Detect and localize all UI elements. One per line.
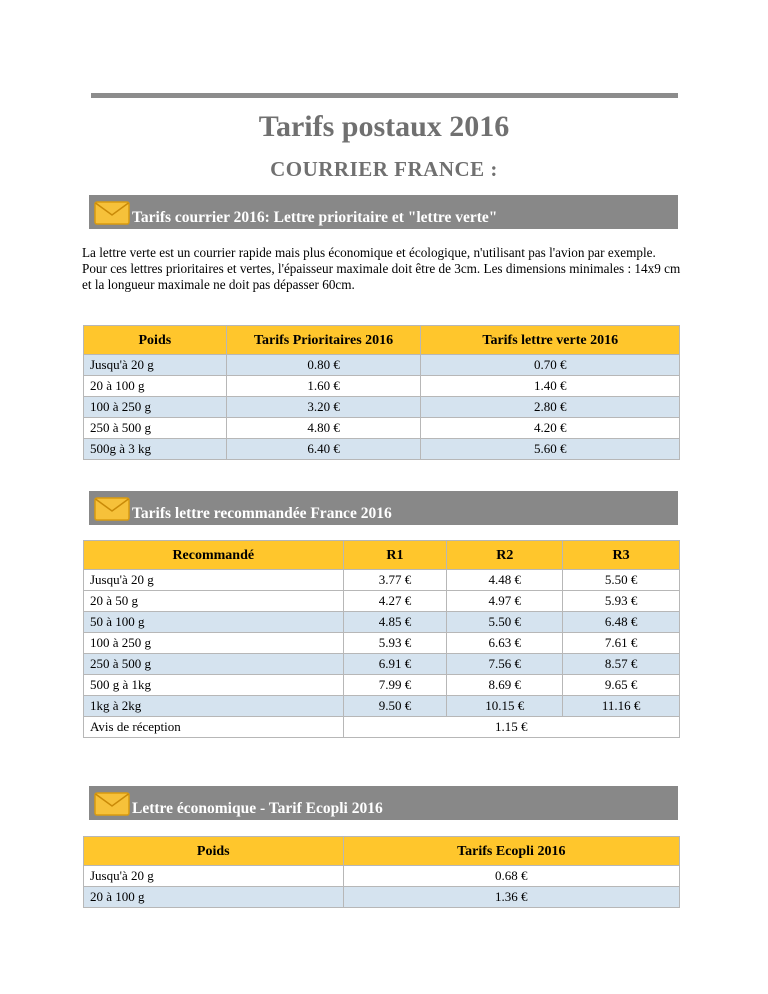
cell: 20 à 100 g (84, 376, 227, 397)
page-title: Tarifs postaux 2016 (258, 110, 510, 143)
table-row (84, 570, 680, 591)
cell: 5.60 € (421, 439, 680, 460)
table-row (84, 654, 680, 675)
cell: 6.40 € (226, 439, 421, 460)
cell: 7.61 € (563, 633, 680, 654)
cell: 4.85 € (343, 612, 447, 633)
section-bar-recommandee (89, 491, 678, 525)
cell: 20 à 100 g (84, 887, 344, 908)
column-header: Poids (84, 837, 344, 866)
column-header: R1 (343, 541, 447, 570)
cell: 250 à 500 g (84, 654, 344, 675)
cell: 1.15 € (343, 717, 679, 738)
table-row (84, 376, 680, 397)
cell: 8.57 € (563, 654, 680, 675)
cell: 0.70 € (421, 355, 680, 376)
cell: 1.36 € (343, 887, 679, 908)
table-header-row (84, 837, 680, 866)
table-row (84, 439, 680, 460)
cell: 10.15 € (447, 696, 563, 717)
table-prioritaire (83, 325, 680, 460)
table-header-row (84, 541, 680, 570)
column-header: Tarifs Prioritaires 2016 (226, 326, 421, 355)
intro-paragraph: Pour ces lettres prioritaires et vertes, l'épaisseur maximale doit être de 3cm. Les dimensions minimales : 14x9 cm et la longueur maximale ne doit pas dépasser 60cm. (82, 261, 681, 292)
column-header: Recommandé (84, 541, 344, 570)
cell: 8.69 € (447, 675, 563, 696)
table-row (84, 717, 680, 738)
cell: 4.97 € (447, 591, 563, 612)
section-bar-ecopli (89, 786, 678, 820)
cell: 9.50 € (343, 696, 447, 717)
cell: Jusqu'à 20 g (84, 355, 227, 376)
cell: 100 à 250 g (84, 633, 344, 654)
page-subtitle: COURRIER FRANCE : (270, 157, 498, 181)
cell: 7.99 € (343, 675, 447, 696)
intro-text (82, 245, 682, 293)
cell: 3.20 € (226, 397, 421, 418)
cell: 4.20 € (421, 418, 680, 439)
cell: 5.50 € (447, 612, 563, 633)
cell: Avis de réception (84, 717, 344, 738)
cell: 250 à 500 g (84, 418, 227, 439)
table-row (84, 887, 680, 908)
table-row (84, 418, 680, 439)
cell: 5.93 € (563, 591, 680, 612)
table-row (84, 591, 680, 612)
table-row (84, 696, 680, 717)
table-row (84, 866, 680, 887)
cell: 50 à 100 g (84, 612, 344, 633)
cell: 7.56 € (447, 654, 563, 675)
cell: 100 à 250 g (84, 397, 227, 418)
column-header: R2 (447, 541, 563, 570)
cell: 500 g à 1kg (84, 675, 344, 696)
cell: Jusqu'à 20 g (84, 570, 344, 591)
cell: 5.93 € (343, 633, 447, 654)
table-recommandee (83, 540, 680, 738)
table-row (84, 612, 680, 633)
cell: 3.77 € (343, 570, 447, 591)
table-row (84, 633, 680, 654)
cell: 1kg à 2kg (84, 696, 344, 717)
table-ecopli (83, 836, 680, 908)
cell: Jusqu'à 20 g (84, 866, 344, 887)
section-title: Tarifs courrier 2016: Lettre prioritaire et "lettre verte" (132, 209, 498, 226)
table-header-row (84, 326, 680, 355)
cell: 6.63 € (447, 633, 563, 654)
cell: 4.27 € (343, 591, 447, 612)
cell: 11.16 € (563, 696, 680, 717)
cell: 6.48 € (563, 612, 680, 633)
section-bar-prioritaire (89, 195, 678, 229)
column-header: Poids (84, 326, 227, 355)
section-title: Tarifs lettre recommandée France 2016 (132, 505, 392, 522)
cell: 2.80 € (421, 397, 680, 418)
top-rule (91, 93, 678, 98)
cell: 4.48 € (447, 570, 563, 591)
cell: 9.65 € (563, 675, 680, 696)
cell: 1.60 € (226, 376, 421, 397)
cell: 500g à 3 kg (84, 439, 227, 460)
cell: 0.80 € (226, 355, 421, 376)
table-row (84, 675, 680, 696)
section-title: Lettre économique - Tarif Ecopli 2016 (132, 800, 383, 817)
column-header: R3 (563, 541, 680, 570)
cell: 6.91 € (343, 654, 447, 675)
envelope-icon (94, 497, 130, 521)
cell: 0.68 € (343, 866, 679, 887)
intro-paragraph: La lettre verte est un courrier rapide mais plus économique et écologique, n'utilisant pas l'avion par exemple. (82, 245, 656, 260)
column-header: Tarifs Ecopli 2016 (343, 837, 679, 866)
table-row (84, 397, 680, 418)
cell: 20 à 50 g (84, 591, 344, 612)
column-header: Tarifs lettre verte 2016 (421, 326, 680, 355)
table-row (84, 355, 680, 376)
cell: 1.40 € (421, 376, 680, 397)
envelope-icon (94, 792, 130, 816)
envelope-icon (94, 201, 130, 225)
cell: 5.50 € (563, 570, 680, 591)
cell: 4.80 € (226, 418, 421, 439)
